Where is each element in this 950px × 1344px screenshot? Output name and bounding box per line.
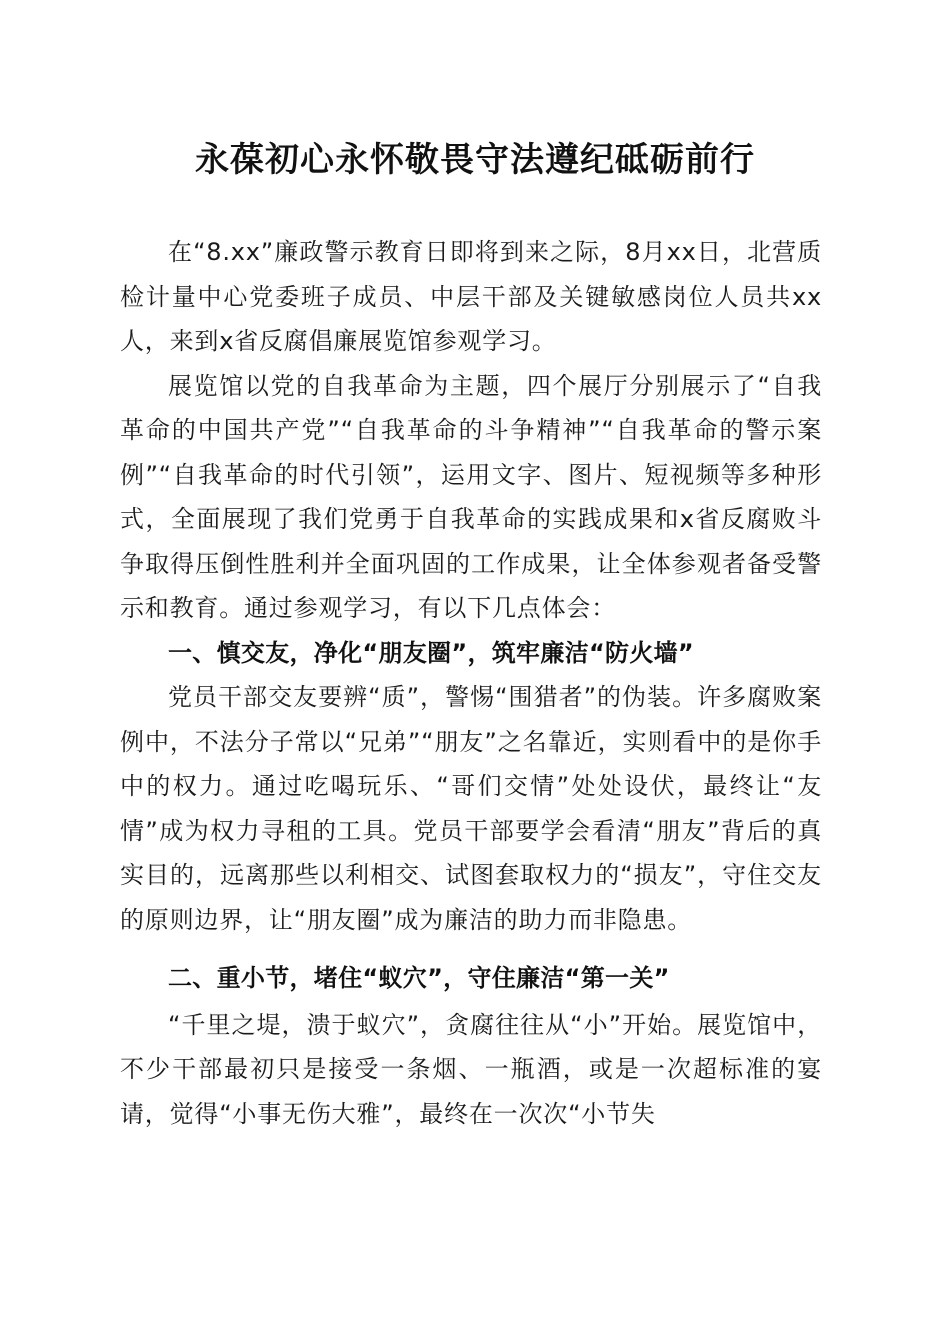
section-heading-2: 二、重小节，堵住“蚁穴”，守住廉洁“第一关” (168, 964, 670, 992)
document-title: 永葆初心永怀敬畏守法遵纪砥砺前行 (195, 140, 755, 180)
paragraph-section-1: 党员干部交友要辨“质”，警惕“围猎者”的伪装。许多腐败案例中，不法分子常以“兄弟”“朋友”之名靠近，实则看中的是你手中的权力。通过吃喝玩乐、“哥们交情”处处设伏，最终让“友情”成为权力寻租的工具。党员干部要学会看清“朋友”背后的真实目的，远离那些以利相交、试图套取权力的“损友”，守住交友的原则边界，让“朋友圈”成为廉洁的助力而非隐患。 (120, 683, 822, 934)
document-body (120, 230, 822, 1136)
paragraph-exhibition: 展览馆以党的自我革命为主题，四个展厅分别展示了“自我革命的中国共产党”“自我革命的斗争精神”“自我革命的警示案例”“自我革命的时代引领”，运用文字、图片、短视频等多种形式，全面展现了我们党勇于自我革命的实践成果和x省反腐败斗争取得压倒性胜利并全面巩固的工作成果，让全体参观者备受警示和教育。通过参观学习，有以下几点体会： (120, 371, 822, 622)
paragraph-section-2: “千里之堤，溃于蚁穴”，贪腐往往从“小”开始。展览馆中，不少干部最初只是接受一条烟、一瓶酒，或是一次超标准的宴请，觉得“小事无伤大雅”，最终在一次次“小节失 (120, 1010, 822, 1128)
section-heading-1: 一、慎交友，净化“朋友圈”，筑牢廉洁“防火墙” (168, 638, 694, 667)
paragraph-intro: 在“8.xx”廉政警示教育日即将到来之际，8月xx日，北营质检计量中心党委班子成员、中层干部及关键敏感岗位人员共xx人，来到x省反腐倡廉展览馆参观学习。 (120, 238, 822, 355)
